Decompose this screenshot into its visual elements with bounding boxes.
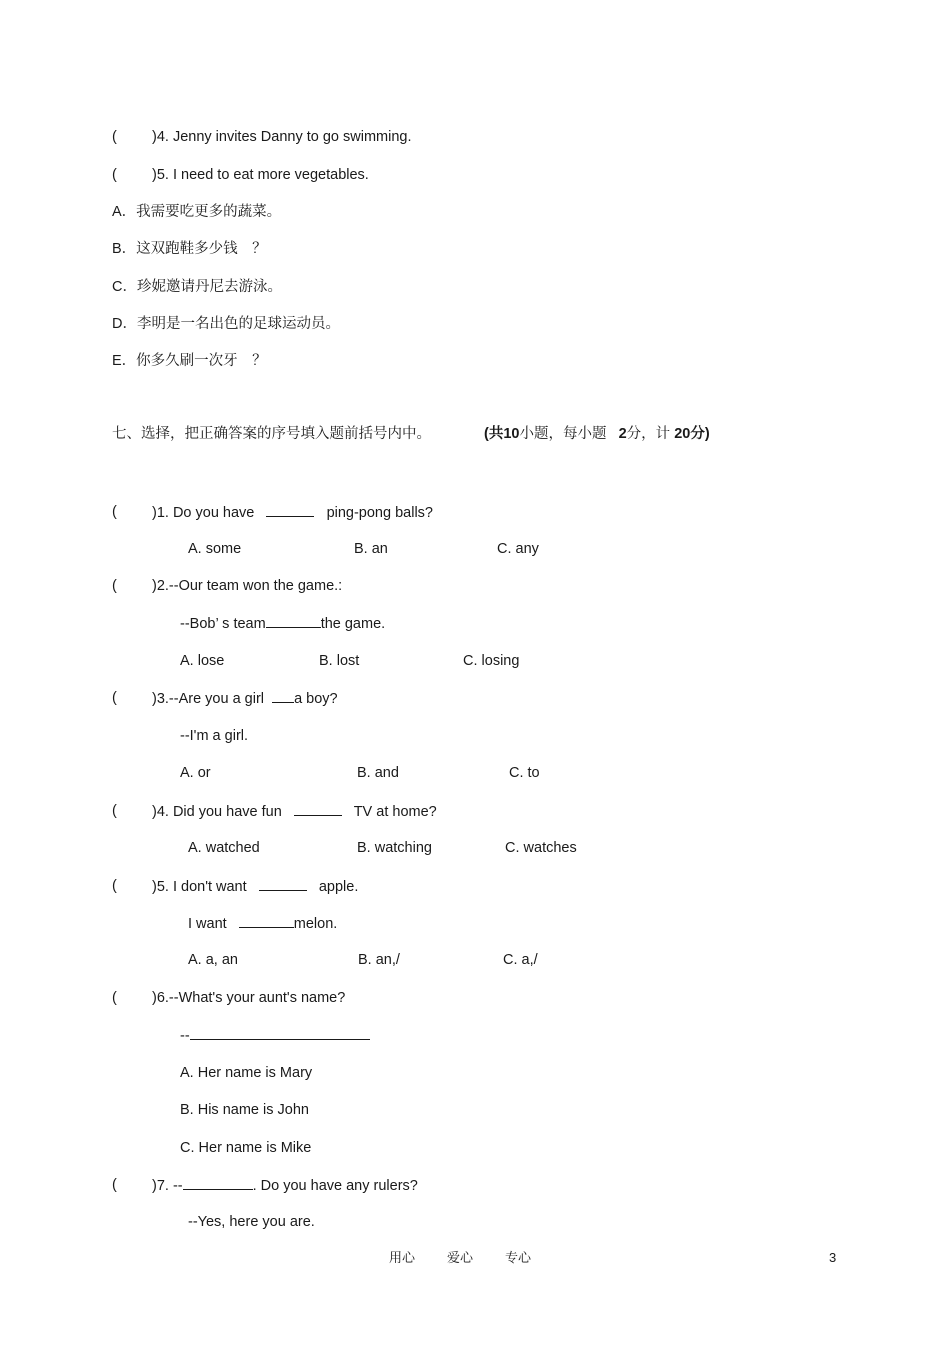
option-text: 珍妮邀请丹尼去游泳。 [136,279,282,295]
answer-blank [239,914,294,928]
paren: ( [112,990,117,1006]
choice-c: C. a,/ [503,952,538,968]
question-line: --Yes, here you are. [188,1214,315,1230]
choice-b: B. watching [357,840,432,856]
choice-c: C. any [497,541,539,557]
paren: ( [112,167,117,183]
question-text: )2.--Our team won the game.: [152,578,343,594]
option-line [112,240,267,258]
choice-a: A. or [180,765,211,781]
question-line: I want melon. [188,916,338,932]
question-line: --Bob’ s team the game. [180,616,386,632]
choice-b: B. an [354,541,388,557]
choice-c: C. watches [505,840,577,856]
option-line [112,203,281,221]
paren: ( [112,578,117,594]
option-label: E． [112,353,137,369]
question-text: )7. -- . Do you have any rulers? [152,1178,418,1194]
section-heading: 七、选择，把正确答案的序号填入题前括号内中。 [112,426,431,442]
paren: ( [112,1177,117,1193]
option-label: B． [112,241,137,257]
paren: ( [112,690,117,706]
answer-blank [266,503,314,517]
question-line: -- [180,1026,370,1045]
choice-c: C. to [509,765,540,781]
question-text: )4. Did you have fun TV at home? [152,804,437,820]
choice-c: C. losing [463,653,520,669]
question-text: )3.--Are you a girl a boy? [152,691,338,707]
footer-word: 用心 [389,1250,416,1265]
footer-word: 爱心 [447,1250,474,1265]
option-line [112,278,282,296]
choice-a: A. some [188,541,242,557]
option-text: 李明是一名出色的足球运动员。 [136,316,340,332]
option-line [112,352,267,370]
page-number: 3 [829,1250,837,1265]
footer-word: 专心 [505,1250,532,1265]
paren: ( [112,803,117,819]
question-line: --I'm a girl. [180,728,249,744]
answer-blank [266,614,321,628]
choice-a: A. lose [180,653,225,669]
question-text: )6.--What's your aunt's name? [152,990,346,1006]
option-text: 我需要吃更多的蔬菜。 [136,204,282,220]
answer-blank [272,689,294,703]
question-text: )1. Do you have ping-pong balls? [152,505,433,521]
answer-blank [183,1176,253,1190]
paren: ( [112,129,117,145]
paren: ( [112,878,117,894]
answer-blank [190,1026,370,1040]
paren: ( [112,504,117,520]
option-line [112,315,340,333]
option-text: 这双跑鞋多少钱 ？ [136,241,267,257]
choice-b: B. His name is John [180,1102,309,1118]
choice-b: B. lost [319,653,360,669]
choice-c: C. Her name is Mike [180,1140,312,1156]
question-text: )5. I don't want apple. [152,879,359,895]
question-text: )5. I need to eat more vegetables. [152,167,369,183]
option-label: D． [112,316,137,332]
option-label: A． [112,204,137,220]
choice-a: A. a, an [188,952,238,968]
answer-blank [294,802,342,816]
choice-a: A. watched [188,840,260,856]
answer-blank [259,877,307,891]
question-text: )4. Jenny invites Danny to go swimming. [152,129,412,145]
choice-b: B. and [357,765,399,781]
option-label: C． [112,279,137,295]
choice-b: B. an,/ [358,952,400,968]
choice-a: A. Her name is Mary [180,1065,313,1081]
section-note: (共10小题，每小题 2分，计 20分) [484,426,710,442]
option-text: 你多久刷一次牙 ？ [136,353,267,369]
